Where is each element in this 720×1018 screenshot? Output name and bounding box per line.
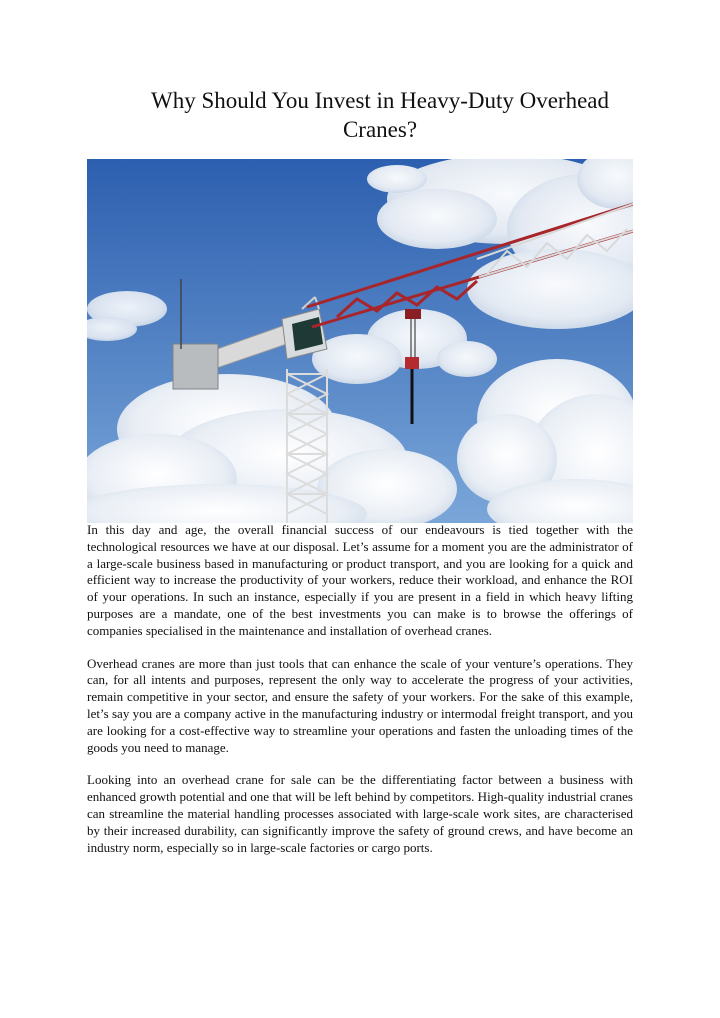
- crane-photo: [87, 159, 633, 523]
- paragraph-2: Overhead cranes are more than just tools that can enhance the scale of your venture’s operations. They can, for all intents and purposes, represent the only way to accelerate the progress of your activities, remain competitive in your sector, and ensure the safety of your workers. For the sake of this example, let’s say you are a company active in the manufacturing industry or intermodal freight transport, and you are looking for a cost-effective way to streamline your operations and fasten the unloading times of the goods you need to manage.: [87, 655, 633, 755]
- paragraph-3: Looking into an overhead crane for sale can be the differentiating factor between a business with enhanced growth potential and one that will be left behind by competitors. High-quality industrial cranes can streamline the material handling processes associated with large-scale work sites, are characterised by their increased durability, can significantly improve the safety of ground crews, and have become an industry norm, especially so in large-scale factories or cargo ports.: [87, 772, 633, 855]
- crane-image: [87, 159, 633, 523]
- paragraph-1: In this day and age, the overall financial success of our endeavours is tied together with the technological resources we have at our disposal. Let’s assume for a moment you are the administrator of a large-scale business based in manufacturing or product transport, and you are looking for a quick and efficient way to increase the productivity of your workers, reduce their workload, and enhance the ROI of your operations. In such an instance, especially if you are present in a field in which heavy lifting purposes are a mandate, one of the best investments you can make is to browse the offerings of companies specialised in the maintenance and installation of overhead cranes.: [87, 522, 633, 638]
- page-title: Why Should You Invest in Heavy-Duty Overhead Cranes?: [150, 88, 610, 142]
- article-body: [87, 522, 633, 872]
